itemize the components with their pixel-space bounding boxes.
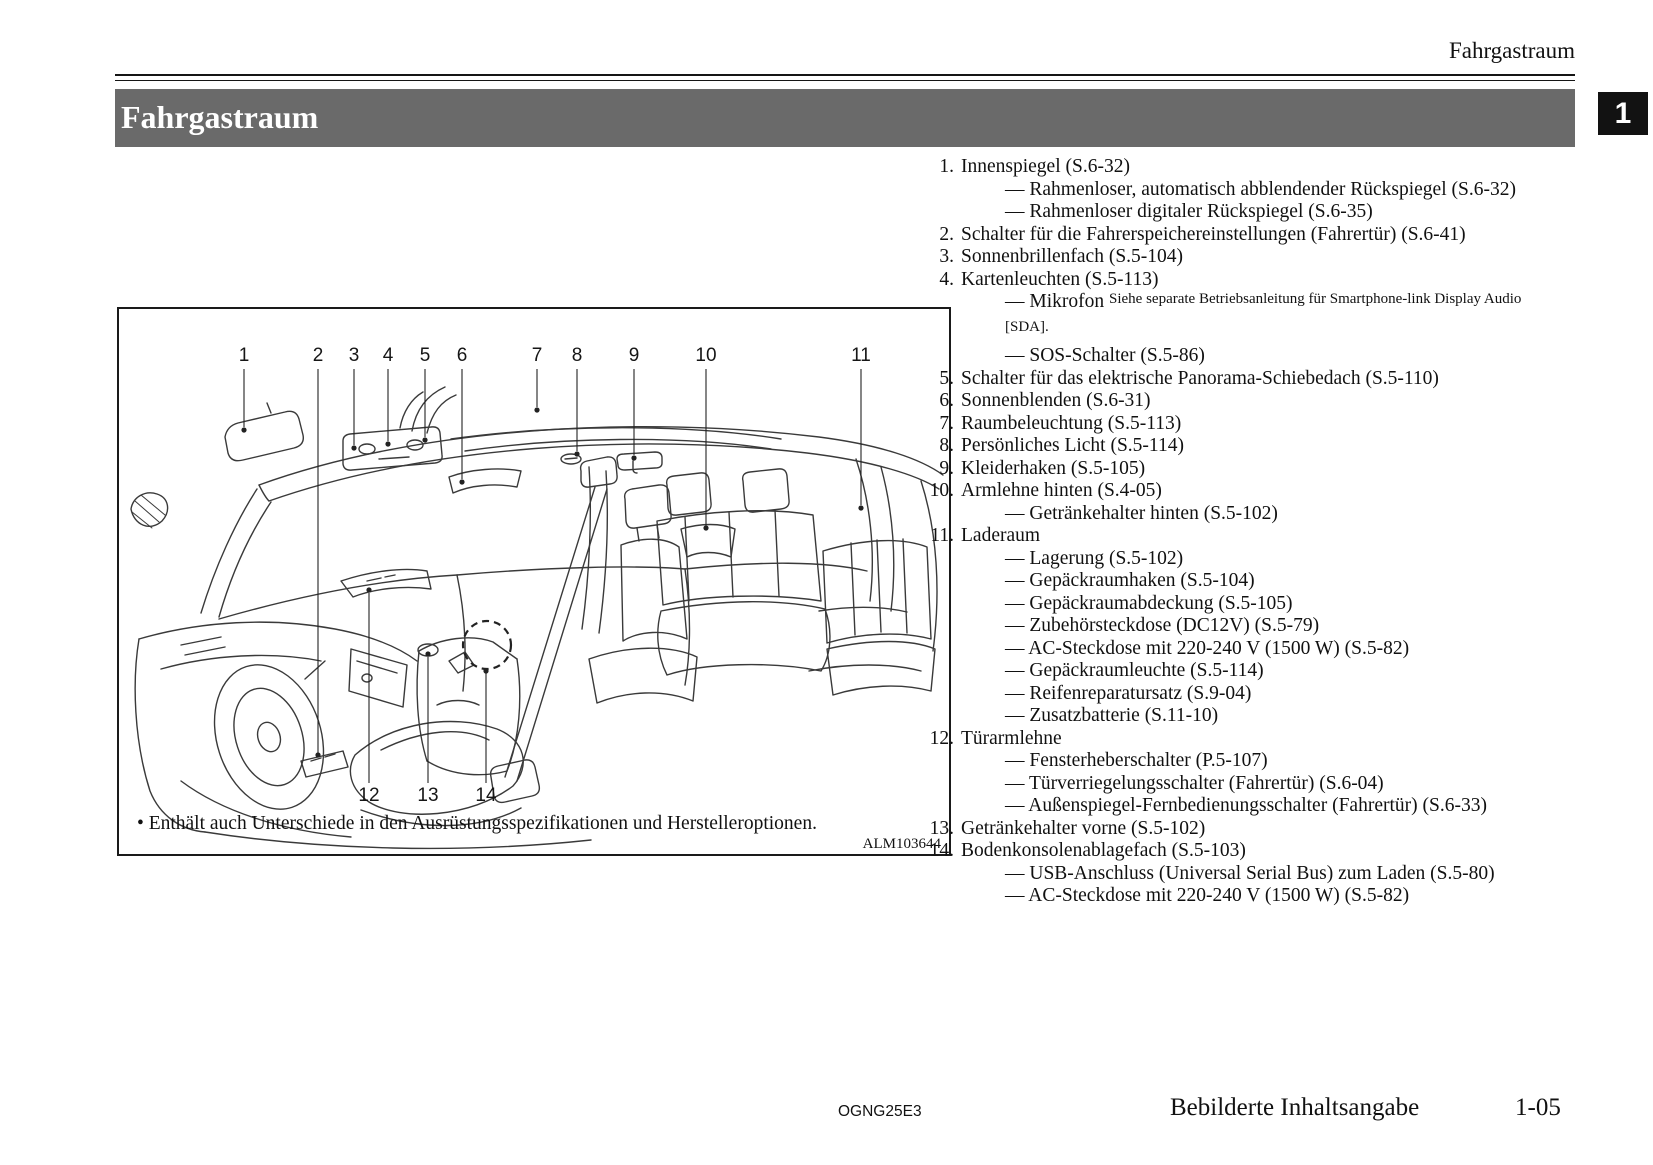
legend-item-number: 2. — [939, 223, 954, 245]
legend-item — [914, 458, 1604, 481]
legend-item — [914, 525, 1604, 728]
chapter-tab-number: 1 — [1598, 92, 1648, 135]
callout-3: 3 — [348, 345, 360, 366]
legend-item-text: Schalter für die Fahrerspeichereinstellungen (Fahrertür) (S.6-41) — [961, 223, 1466, 245]
legend-item-text: Sonnenblenden (S.6-31) — [961, 390, 1151, 411]
callout-5: 5 — [419, 345, 431, 366]
callout-10: 10 — [695, 345, 717, 366]
callout-6: 6 — [456, 345, 468, 366]
callout-9: 9 — [628, 345, 640, 366]
legend-item-number: 12. — [929, 727, 954, 749]
legend-sub-item: — Fensterheberschalter (P.5-107) — [1005, 750, 1268, 771]
legend-sub-sda-text: [SDA]. — [1005, 318, 1049, 335]
callout-11: 11 — [851, 345, 871, 366]
legend-item-number: 5. — [939, 367, 954, 389]
legend-item-number: 6. — [939, 390, 954, 411]
legend-item-text: Innenspiegel (S.6-32) — [961, 156, 1130, 177]
legend-item-number: 9. — [939, 457, 954, 479]
callout-1: 1 — [238, 345, 250, 366]
legend-item — [914, 246, 1604, 269]
legend-sub-small-note: Siehe separate Betriebsanleitung für Smartphone-link Display Audio — [1109, 291, 1522, 307]
legend-item-number: 1. — [939, 156, 954, 177]
callout-labels — [239, 345, 871, 806]
legend-item — [914, 224, 1604, 247]
legend-sub-item: — Außenspiegel-Fernbedienungsschalter (Fahrertür) (S.6-33) — [1005, 795, 1487, 816]
callout-7: 7 — [531, 345, 543, 366]
legend-sub-item — [961, 291, 1604, 315]
legend-item — [914, 156, 1604, 224]
legend-item — [914, 840, 1604, 908]
legend-sub-item: — SOS-Schalter (S.5-86) — [1005, 345, 1205, 366]
legend-sub-item: — Gepäckraumabdeckung (S.5-105) — [1005, 592, 1293, 614]
callout-12: 12 — [358, 785, 380, 806]
callout-13: 13 — [417, 785, 439, 806]
callout-8: 8 — [571, 345, 583, 366]
legend-item — [914, 818, 1604, 841]
header-rule — [115, 74, 1575, 81]
legend-sub-item: — Rahmenloser, automatisch abblendender Rückspiegel (S.6-32) — [1005, 178, 1516, 200]
legend-sub-item: — Gepäckraumhaken (S.5-104) — [1005, 570, 1255, 591]
legend-item-text: Raumbeleuchtung (S.5-113) — [961, 412, 1182, 434]
legend-item — [914, 435, 1604, 458]
legend-sub-item: — Zubehörsteckdose (DC12V) (S.5-79) — [1005, 615, 1320, 636]
footer-page-number: 1-05 — [1515, 1094, 1561, 1121]
legend-item — [914, 480, 1604, 525]
legend-item-text: Getränkehalter vorne (S.5-102) — [961, 817, 1206, 839]
callout-4: 4 — [382, 345, 394, 366]
legend-item-text: Bodenkonsolenablagefach (S.5-103) — [961, 840, 1246, 861]
legend-item-text: Türarmlehne — [961, 727, 1062, 749]
legend-item-number: 10. — [929, 480, 954, 501]
running-header: Fahrgastraum — [1448, 38, 1575, 63]
legend-list — [914, 156, 1604, 908]
legend-item-text: Kartenleuchten (S.5-113) — [961, 268, 1159, 290]
legend-item-text: Sonnenbrillenfach (S.5-104) — [961, 246, 1184, 267]
legend-item-number: 11. — [930, 525, 954, 546]
legend-item — [914, 413, 1604, 436]
legend-item-number: 4. — [939, 268, 954, 290]
footer-section-title: Bebilderte Inhaltsangabe — [1170, 1094, 1420, 1121]
figure-note: • Enthält auch Unterschiede in den Ausrüstungsspezifikationen und Herstelleroptionen. — [137, 813, 817, 834]
legend-sub-note-continuation — [961, 315, 1604, 339]
legend-item — [914, 728, 1604, 818]
figure-box — [117, 307, 951, 856]
car-interior-diagram — [119, 309, 949, 854]
legend-sub-item: — Türverriegelungsschalter (Fahrertür) (S.6-04) — [1005, 772, 1384, 794]
car-line-art — [131, 387, 943, 848]
legend-item-number: 7. — [939, 412, 954, 434]
legend-sub-item: — Rahmenloser digitaler Rückspiegel (S.6-35) — [1005, 201, 1373, 222]
section-title-banner: Fahrgastraum — [115, 89, 1575, 147]
legend-item-text: Laderaum — [961, 525, 1041, 546]
callout-2: 2 — [312, 345, 324, 366]
legend-item — [914, 390, 1604, 413]
legend-item-text: Persönliches Licht (S.5-114) — [961, 435, 1184, 456]
legend-item-number: 14. — [929, 840, 954, 861]
legend-sub-item: — Gepäckraumleuchte (S.5-114) — [1005, 660, 1264, 681]
legend-item-text: Armlehne hinten (S.4-05) — [961, 480, 1162, 501]
callout-14: 14 — [475, 785, 497, 806]
legend-item-number: 13. — [929, 817, 954, 839]
legend-item — [914, 368, 1604, 391]
legend-sub-item: — Getränkehalter hinten (S.5-102) — [1005, 502, 1278, 524]
legend-item-number: 8. — [939, 435, 954, 456]
callout-target-dots — [241, 407, 863, 757]
figure-image-code: ALM103644 — [862, 836, 941, 852]
footer-document-code: OGNG25E3 — [838, 1103, 922, 1120]
legend-sub-item: — USB-Anschluss (Universal Serial Bus) zum Laden (S.5-80) — [1005, 862, 1495, 884]
legend-sub-item: — AC-Steckdose mit 220-240 V (1500 W) (S.5-82) — [1005, 885, 1410, 906]
legend-sub-item: — Zusatzbatterie (S.11-10) — [1005, 705, 1219, 726]
dashed-highlight-circle — [463, 621, 511, 669]
legend-item-number: 3. — [939, 246, 954, 267]
legend-item — [914, 269, 1604, 368]
legend-sub-item: — Lagerung (S.5-102) — [1005, 547, 1184, 569]
legend-item-text: Kleiderhaken (S.5-105) — [961, 457, 1146, 479]
legend-sub-item: — AC-Steckdose mit 220-240 V (1500 W) (S.5-82) — [1005, 637, 1410, 659]
legend-sub-lead: — Mikrofon — [1005, 291, 1109, 312]
legend-sub-item: — Reifenreparatursatz (S.9-04) — [1005, 682, 1252, 704]
legend-item-text: Schalter für das elektrische Panorama-Schiebedach (S.5-110) — [961, 367, 1439, 389]
